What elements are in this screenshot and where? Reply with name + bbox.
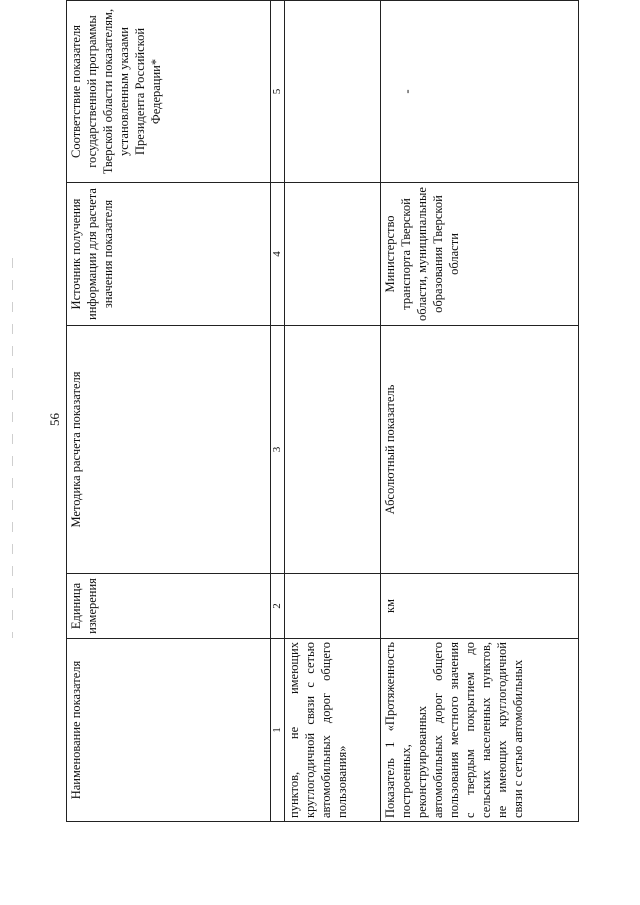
header-match: Соответствие показателя государственной программы Тверской области показателям, установленным указами Президента Российской Федерации* [67, 1, 271, 183]
rotated-table-sheet [66, 8, 578, 822]
indicator-table [66, 0, 579, 822]
cell-source: Министерство транспорта Тверской области, муниципальные образования Тверской области [381, 183, 579, 326]
column-number: 2 [271, 574, 285, 639]
cell-match [285, 1, 381, 183]
cell-source [285, 183, 381, 326]
table-header-row [67, 1, 271, 822]
cell-name: пунктов, не имеющих круглогодичной связи с сетью автомобильных дорог общего пользования» [285, 639, 381, 822]
cell-name: Показатель 1 «Протяженность построенных, реконструированных автомобильных дорог общего пользования местного значения с твердым покрытием до сельских населенных пунктов, не имеющих круглогодичной связи с сетью автомобильных [381, 639, 579, 822]
header-method: Методика расчета показателя [67, 326, 271, 574]
table-row [285, 1, 381, 822]
page-number: 56 [47, 413, 62, 426]
cell-method: Абсолютный показатель [381, 326, 579, 574]
cell-unit [285, 574, 381, 639]
header-name: Наименование показателя [67, 639, 271, 822]
cell-match: - [381, 1, 579, 183]
cell-method [285, 326, 381, 574]
column-number: 5 [271, 1, 285, 183]
column-number-row [271, 1, 285, 822]
cell-unit: км [381, 574, 579, 639]
column-number: 1 [271, 639, 285, 822]
header-unit: Единица измерения [67, 574, 271, 639]
column-number: 4 [271, 183, 285, 326]
table-row [381, 1, 579, 822]
header-source: Источник получения информации для расчета значения показателя [67, 183, 271, 326]
column-number: 3 [271, 326, 285, 574]
scan-artifact-line [12, 258, 13, 638]
